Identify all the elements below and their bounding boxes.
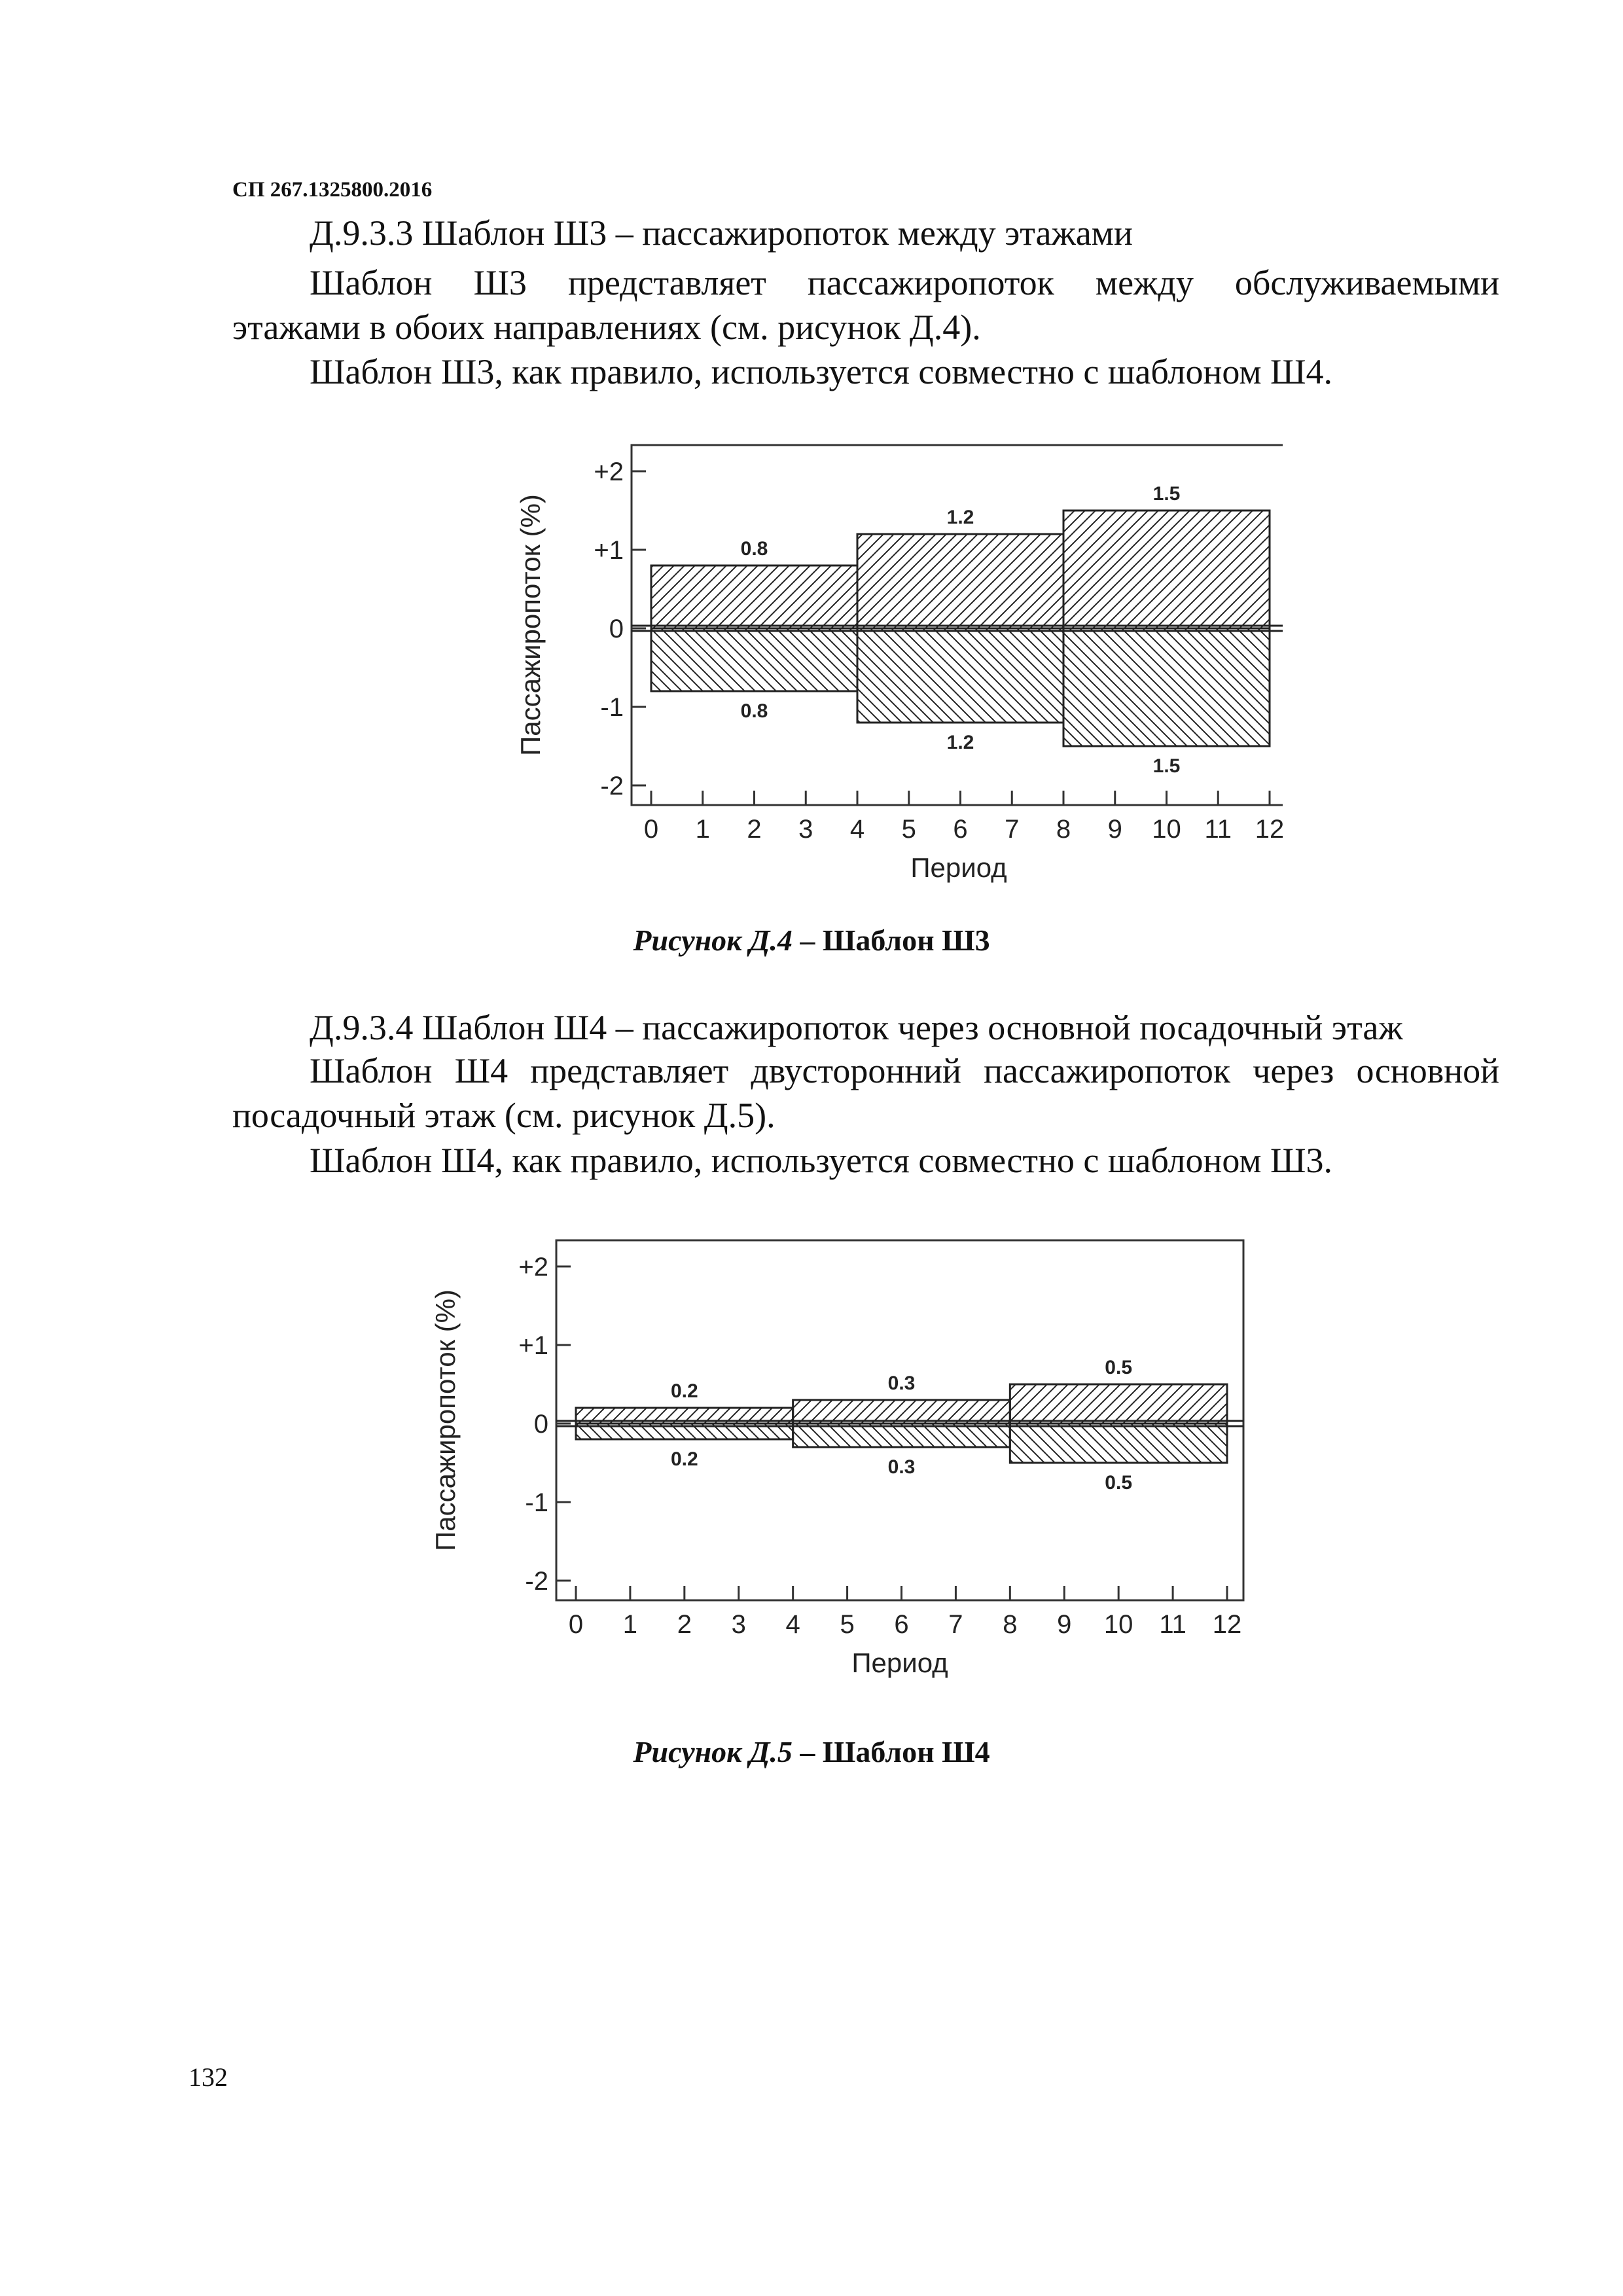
x-tick-label: 8	[1003, 1610, 1018, 1639]
x-tick-label: 0	[568, 1610, 584, 1639]
x-tick-label: 1	[695, 815, 710, 844]
x-tick-label: 6	[894, 1610, 909, 1639]
y-tick-label: -1	[600, 693, 624, 722]
y-tick-label: +2	[518, 1253, 548, 1282]
figure-d4-title: – Шаблон Ш3	[800, 924, 990, 957]
figure-d4-label: Рисунок Д.4	[633, 924, 793, 957]
y-tick-label: +1	[594, 536, 624, 565]
y-tick-label: 0	[609, 615, 624, 643]
x-tick-label: 4	[785, 1610, 800, 1639]
section1-paragraph1: Шаблон Ш3 представляет пассажиропоток между обслуживаемыми	[310, 263, 1499, 302]
x-tick-label: 11	[1204, 815, 1232, 844]
chart-svg	[510, 425, 1283, 916]
x-tick-label: 11	[1159, 1610, 1186, 1639]
x-tick-label: 10	[1103, 1610, 1133, 1639]
x-tick-label: 0	[643, 815, 659, 844]
bar-value-label: 0.3	[887, 1456, 916, 1478]
bar-value-label: 0.8	[740, 700, 768, 722]
bar-value-label: 1.5	[1152, 483, 1181, 505]
figure-d5-title: – Шаблон Ш4	[800, 1735, 990, 1768]
x-tick-label: 12	[1255, 815, 1283, 844]
section2-paragraph1: Шаблон Ш4 представляет двусторонний пассажиропоток через основной	[310, 1051, 1499, 1090]
x-tick-label: 6	[953, 815, 968, 844]
y-axis-title: Пассажиропоток (%)	[430, 1289, 461, 1551]
bar-value-label: 0.2	[670, 1380, 698, 1402]
bar-value-label: 0.3	[887, 1372, 916, 1394]
x-axis-title: Период	[910, 852, 1007, 883]
bar-value-label: 0.5	[1105, 1357, 1133, 1378]
bar-value-label: 1.2	[946, 732, 974, 753]
negative-flow-bar	[857, 628, 1063, 723]
x-tick-label: 5	[840, 1610, 855, 1639]
x-tick-label: 9	[1107, 815, 1122, 844]
positive-flow-bar	[857, 534, 1063, 628]
negative-flow-bar	[1010, 1424, 1227, 1463]
document-code-header: СП 267.1325800.2016	[232, 178, 433, 202]
x-tick-label: 2	[747, 815, 762, 844]
section-heading-d9-3-3: Д.9.3.3 Шаблон Ш3 – пассажиропоток между этажами	[310, 213, 1133, 253]
section1-paragraph1-continuation: этажами в обоих направлениях (см. рисунок Д.4).	[232, 308, 981, 347]
section1-paragraph2: Шаблон Ш3, как правило, используется совместно с шаблоном Ш4.	[310, 352, 1332, 391]
y-tick-label: -2	[600, 772, 624, 800]
positive-flow-bar	[1010, 1384, 1227, 1424]
x-tick-label: 5	[901, 815, 916, 844]
figure-d5-chart	[425, 1221, 1283, 1715]
figure-d4-chart	[510, 425, 1283, 920]
section2-paragraph1-continuation: посадочный этаж (см. рисунок Д.5).	[232, 1096, 776, 1135]
x-axis-title: Период	[851, 1647, 948, 1678]
figure-d5-label: Рисунок Д.5	[633, 1735, 793, 1768]
bar-value-label: 0.8	[740, 538, 768, 560]
y-axis-title: Пассажиропоток (%)	[515, 494, 546, 756]
x-tick-label: 8	[1056, 815, 1071, 844]
x-tick-label: 9	[1057, 1610, 1072, 1639]
section-heading-d9-3-4: Д.9.3.4 Шаблон Ш4 – пассажиропоток через основной посадочный этаж	[310, 1008, 1403, 1047]
negative-flow-bar	[651, 628, 857, 691]
x-tick-label: 3	[798, 815, 813, 844]
positive-flow-bar	[651, 565, 857, 628]
y-tick-label: -2	[525, 1567, 548, 1596]
x-tick-label: 7	[1005, 815, 1020, 844]
y-tick-label: +2	[594, 457, 624, 486]
x-tick-label: 3	[731, 1610, 746, 1639]
y-tick-label: -1	[525, 1488, 548, 1517]
bar-value-label: 1.5	[1152, 755, 1181, 777]
bar-value-label: 0.2	[670, 1448, 698, 1470]
page-number: 132	[188, 2062, 228, 2092]
x-tick-label: 12	[1212, 1610, 1242, 1639]
positive-flow-bar	[1063, 511, 1270, 628]
x-tick-label: 4	[849, 815, 865, 844]
figure-d5-caption	[0, 1734, 1623, 1769]
section2-paragraph2: Шаблон Ш4, как правило, используется совместно с шаблоном Ш3.	[310, 1141, 1332, 1180]
y-tick-label: +1	[518, 1331, 548, 1360]
x-tick-label: 7	[948, 1610, 963, 1639]
negative-flow-bar	[1063, 628, 1270, 746]
y-tick-label: 0	[533, 1410, 548, 1439]
figure-d4-caption	[0, 923, 1623, 958]
bar-value-label: 0.5	[1105, 1472, 1133, 1494]
x-tick-label: 10	[1152, 815, 1181, 844]
chart-svg	[425, 1221, 1283, 1712]
x-tick-label: 1	[622, 1610, 638, 1639]
x-tick-label: 2	[677, 1610, 692, 1639]
bar-value-label: 1.2	[946, 507, 974, 528]
